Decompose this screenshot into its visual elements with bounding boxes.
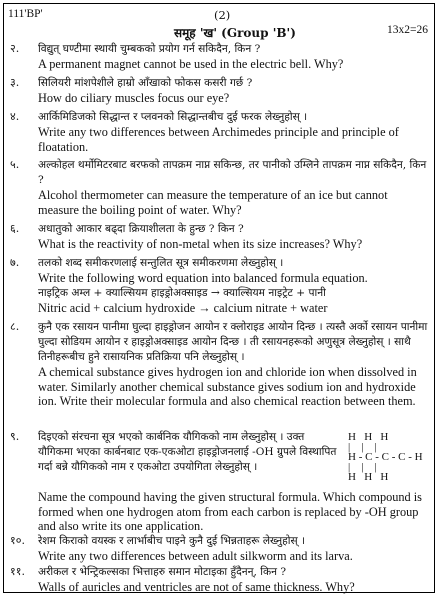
- question-text-nepali: तलको शब्द समीकरणलाई सन्तुलित सूत्र समीकरणमा लेख्नुहोस् ।: [38, 257, 284, 269]
- question-text-nepali: कुनै एक रसायन पानीमा घुल्दा हाइड्रोजन आयोन र क्लोराइड आयोन दिन्छ । त्यस्तै अर्को रसायन पानीमा घुल्दा सोडियम आयोन र हाइड्रोअक्साइड आयोन दिन्छ । ती रसायनहरूको अणुसूत्र लेख्नुहोस् । साथै तिनीहरूबीच हुने रासायनिक प्रतिक्रिया पनि लेख्नुहोस् ।: [38, 321, 428, 363]
- question-number: ८.: [10, 320, 20, 333]
- question-number: ९.: [10, 430, 20, 443]
- page-number: (2): [214, 8, 231, 22]
- question-5: [10, 158, 430, 217]
- section-title: समूह 'ख' (Group 'B'): [174, 26, 296, 40]
- question-number: ६.: [10, 222, 20, 235]
- question-text-english: Write any two differences between adult silkworm and its larva.: [38, 549, 353, 563]
- exam-page: [3, 3, 435, 593]
- question-2: [10, 42, 430, 72]
- structural-formula: H H H | | | H - C - C - C - H | | | H H H: [348, 431, 423, 483]
- question-text-nepali: दिइएको संरचना सूत्र भएको कार्बनिक यौगिकको नाम लेख्नुहोस् । उक्त यौगिकमा भएका कार्बनबाट एक-एकओटा हाइड्रोजनलाई -OH ग्रुपले विस्थापित गर्दा बन्ने यौगिकको नाम र एकओटा उपयोगिता लेख्नुहोस् ।: [38, 431, 337, 473]
- question-text-english: A permanent magnet cannot be used in the electric bell. Why?: [38, 57, 344, 71]
- question-text-english: Alcohol thermometer can measure the temperature of an ice but cannot measure the boiling point of water. Why?: [38, 188, 388, 217]
- question-number: ११.: [10, 565, 25, 578]
- question-text-english: Name the compound having the given structural formula. Which compound is formed when one hydrogen atom from each carbon is replaced by -OH group and also write its one application.: [38, 490, 422, 534]
- question-number: ३.: [10, 76, 20, 89]
- question-number: ७.: [10, 256, 20, 269]
- question-10: [10, 534, 430, 564]
- question-number: ४.: [10, 110, 20, 123]
- question-7: [10, 256, 430, 315]
- question-text-nepali: अरीकल र भेन्ट्रिकल्सका भित्ताहरु समान मोटाइका हुँदैनन्, किन ?: [38, 566, 287, 578]
- paper-code: 111'BP': [8, 8, 43, 20]
- question-text-nepali: सिलियरी मांशपेशीले हाम्रो आँखाको फोकस कसरी गर्छ ?: [38, 77, 253, 89]
- question-text-english: How do ciliary muscles focus our eye?: [38, 91, 230, 105]
- question-number: ५.: [10, 158, 20, 171]
- question-number: १०.: [10, 534, 25, 547]
- question-8: [10, 320, 430, 409]
- question-text-nepali: आर्किमिडिजको सिद्धान्त र प्लवनको सिद्धान्तबीच दुई फरक लेख्नुहोस् ।: [38, 111, 308, 123]
- question-text-nepali: रेशम किराको वयस्क र लार्भाबीच पाइने कुनै दुई भिन्नताहरू लेख्नुहोस् ।: [38, 535, 306, 547]
- question-text-nepali: अल्कोहल थर्मोमिटरबाट बरफको तापक्रम नाप्न सकिन्छ, तर पानीको उम्लिने तापक्रम नाप्न सकिदैन, किन ?: [38, 159, 427, 186]
- question-text-english: Walls of auricles and ventricles are not of same thickness. Why?: [38, 580, 355, 594]
- question-number: २.: [10, 42, 20, 55]
- question-text-nepali: अधातुको आकार बढ्दा क्रियाशीलता के हुन्छ ? किन ?: [38, 223, 244, 235]
- question-text-english: A chemical substance gives hydrogen ion and chloride ion when dissolved in water. Similarly another chemical substance gives sodium ion and hydroxide ion. Write their molecular formula and also chemical reaction between them.: [38, 365, 417, 409]
- question-text-english: Write the following word equation into balanced formula equation.: [38, 271, 368, 285]
- word-equation-nepali: नाइट्रिक अम्ल + क्याल्सियम हाइड्रोअक्साइड → क्याल्सियम नाइट्रेट + पानी: [38, 286, 326, 299]
- question-4: [10, 110, 430, 154]
- question-9-english: [10, 490, 430, 534]
- word-equation-english: Nitric acid + calcium hydroxide → calcium nitrate + water: [38, 300, 328, 315]
- question-text-nepali: विद्युत् घण्टीमा स्थायी चुम्बकको प्रयोग गर्न सकिदैन, किन ?: [38, 43, 261, 55]
- question-3: [10, 76, 430, 106]
- question-text-english: What is the reactivity of non-metal when its size increases? Why?: [38, 237, 363, 251]
- marks-scheme: 13x2=26: [387, 24, 428, 36]
- question-6: [10, 222, 430, 252]
- question-9: [10, 430, 342, 475]
- question-11: [10, 565, 430, 595]
- question-text-english: Write any two differences between Archimedes principle and principle of floatation.: [38, 125, 399, 154]
